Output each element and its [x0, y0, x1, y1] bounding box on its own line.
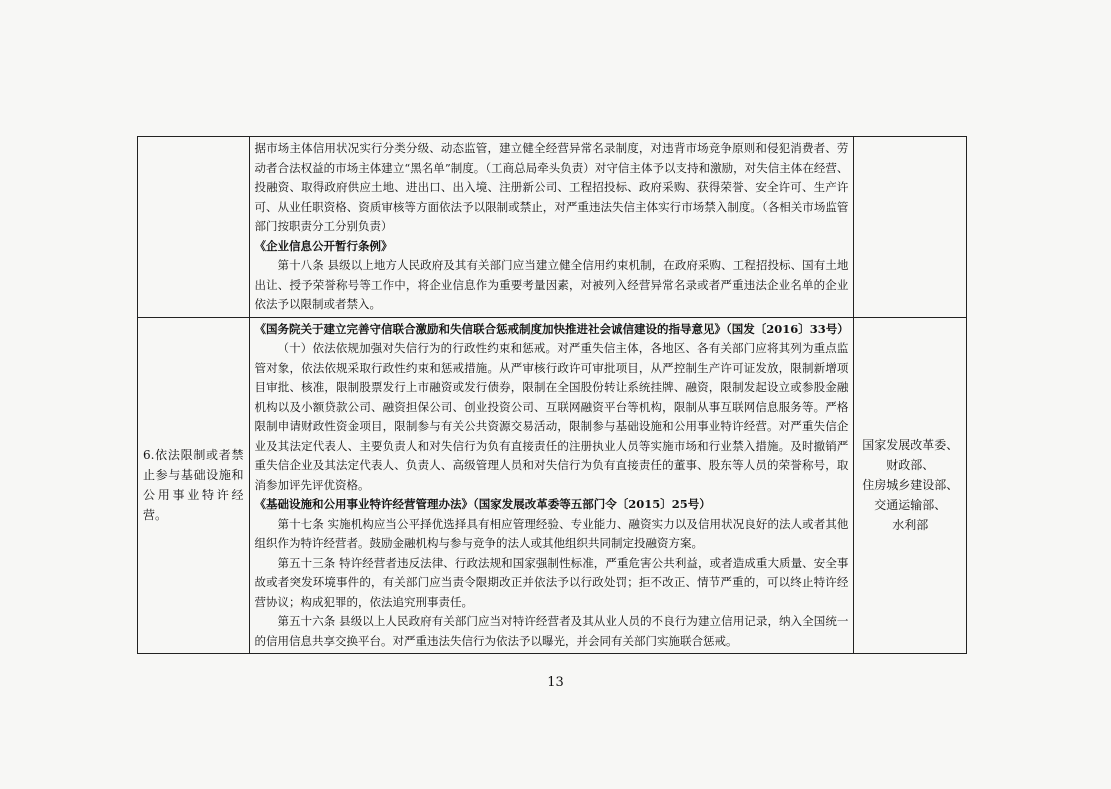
table-row [138, 317, 967, 654]
paragraph: 据市场主体信用状况实行分类分级、动态监管，建立健全经营异常名录制度，对违背市场竞争原则和侵犯消费者、劳动者合法权益的市场主体建立“黑名单”制度。（工商总局牵头负责）对守信主体予以支持和激励，对失信主体在经营、投融资、取得政府供应土地、进出口、出入境、注册新公司、工程招投标、政府采购、获得荣誉、安全许可、生产许可、从业任职资格、资质审核等方面依法予以限制或禁止，对严重违法失信主体实行市场禁入制度。（各相关市场监管部门按职责分工分别负责） [254, 141, 849, 233]
regulation-title: 《国务院关于建立完善守信联合激励和失信联合惩戒制度加快推进社会诚信建设的指导意见》（国发〔2016〕33号） [254, 321, 849, 336]
paragraph: 第五十三条 特许经营者违反法律、行政法规和国家强制性标准，严重危害公共利益，或者造成重大质量、安全事故或者突发环境事件的，有关部门应当责令限期改正并依法予以行政处罚；拒不改正、情节严重的，可以终止特许经营协议；构成犯罪的，依法追究刑事责任。 [254, 555, 849, 609]
item-cell [138, 137, 250, 318]
regulation-table [137, 136, 967, 654]
department-name: 国家发展改革委、 [862, 438, 959, 453]
paragraph: 第十七条 实施机构应当公平择优选择具有相应管理经验、专业能力、融资实力以及信用状况良好的法人或者其他组织作为特许经营者。鼓励金融机构与参与竞争的法人或其他组织共同制定投融资方案。 [254, 516, 849, 550]
department-name: 交通运输部、 [874, 498, 947, 513]
department-name: 财政部、 [886, 458, 935, 473]
regulation-title: 《企业信息公开暂行条例》 [254, 238, 393, 253]
content-cell [249, 137, 854, 318]
regulation-title: 《基础设施和公用事业特许经营管理办法》（国家发展改革委等五部门令〔2015〕25号） [254, 497, 711, 511]
paragraph: 第十八条 县级以上地方人民政府及其有关部门应当建立健全信用约束机制，在政府采购、工程招投标、国有土地出让、授予荣誉称号等工作中，将企业信息作为重要考量因素，对被列入经营异常名录或者严重违法企业名单的企业依法予以限制或者禁入。 [254, 258, 849, 311]
table-row [138, 137, 967, 318]
item-cell: 6.依法限制或者禁止参与基础设施和公用事业特许经营。 [138, 317, 250, 654]
paragraph: 第五十六条 县级以上人民政府有关部门应当对特许经营者及其从业人员的不良行为建立信用记录，纳入全国统一的信用信息共享交换平台。对严重违法失信行为依法予以曝光，并会同有关部门实施联合惩戒。 [254, 614, 849, 648]
department-cell [854, 317, 967, 654]
department-cell [854, 137, 967, 318]
department-name: 水利部 [892, 518, 929, 533]
department-name: 住房城乡建设部、 [862, 478, 959, 493]
page-number: 13 [547, 675, 564, 690]
paragraph: （十）依法依规加强对失信行为的行政性约束和惩戒。对严重失信主体，各地区、各有关部门应将其列为重点监管对象，依法依规采取行政性约束和惩戒措施。从严审核行政许可审批项目，从严控制生产许可证发放，限制新增项目审批、核准，限制股票发行上市融资或发行债券，限制在全国股份转让系统挂牌、融资，限制发起设立或参股金融机构以及小额贷款公司、融资担保公司、创业投资公司、互联网融资平台等机构，限制从事互联网信息服务等。严格限制申请财政性资金项目，限制参与有关公共资源交易活动，限制参与基础设施和公用事业特许经营。对严重失信企业及其法定代表人、主要负责人和对失信行为负有直接责任的注册执业人员等实施市场和行业禁入措施。及时撤销严重失信企业及其法定代表人、负责人、高级管理人员和对失信行为负有直接责任的董事、股东等人员的荣誉称号，取消参加评先评优资格。 [254, 341, 849, 492]
content-cell [249, 317, 854, 654]
